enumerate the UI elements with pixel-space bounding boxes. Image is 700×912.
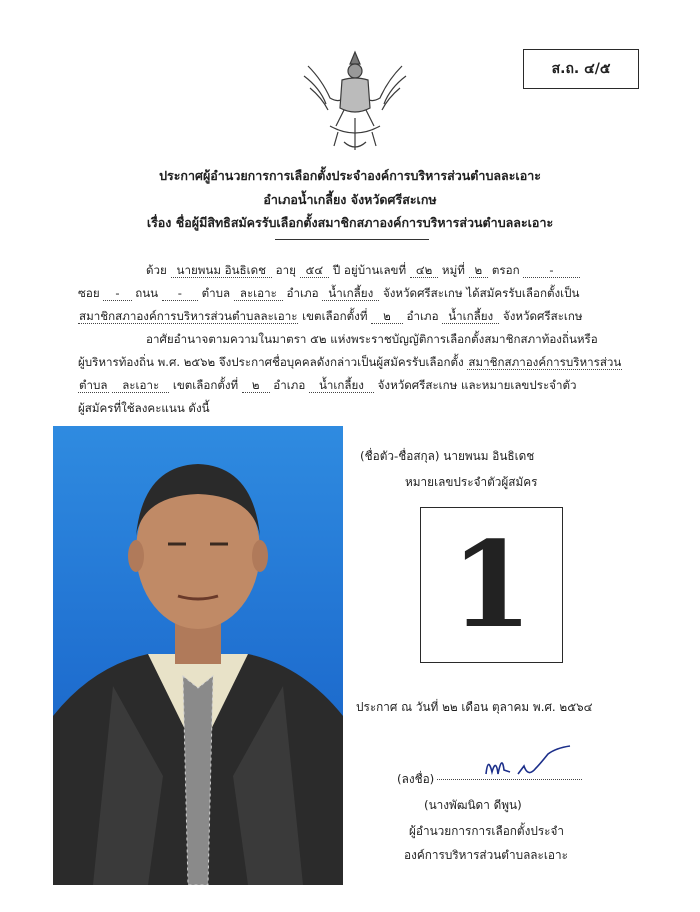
candidate-number: 1 [450, 515, 533, 654]
text: จังหวัดศรีสะเกษ ได้สมัครรับเลือกตั้งเป็น [382, 286, 580, 300]
text: ปี อยู่บ้านเลขที่ [332, 263, 407, 277]
candidate-name: นายพนม อินธิเดช [443, 449, 535, 463]
amphoe-field-3: น้ำเกลี้ยง [309, 378, 374, 393]
text: หมู่ที่ [441, 263, 465, 277]
handwritten-signature [478, 744, 578, 784]
text: เขตเลือกตั้งที่ [302, 309, 368, 323]
position-field: สมาชิกสภาองค์การบริหารส่วนตำบลละเอาะ [79, 309, 298, 323]
signer-title-2: องค์การบริหารส่วนตำบลละเอาะ [404, 848, 568, 862]
para1-line3 [78, 308, 638, 326]
text: ด้วย [146, 263, 167, 277]
candidate-name-line [360, 447, 534, 466]
signer-title-1: ผู้อำนวยการการเลือกตั้งประจำ [409, 824, 565, 838]
header-subject: เรื่อง ชื่อผู้มีสิทธิสมัครรับเลือกตั้งสมาชิกสภาองค์การบริหารส่วนตำบลละเอาะ [146, 215, 554, 230]
candidate-photo [53, 426, 343, 885]
text: จังหวัดศรีสะเกษ [502, 309, 583, 323]
text: ผู้บริหารท้องถิ่น พ.ศ. ๒๕๖๒ จึงประกาศชื่อบุคคลดังกล่าวเป็นผู้สมัครรับเลือกตั้ง [78, 355, 464, 369]
tambon-field: ละเอาะ [234, 286, 283, 301]
candidate-photo-illustration [53, 426, 343, 885]
signature-label: (ลงชื่อ) [397, 772, 435, 786]
zone-field: ๒ [371, 309, 403, 324]
text: อำเภอ [406, 309, 439, 323]
form-code-box [523, 49, 639, 89]
text: ประกาศ ณ วันที่ [356, 700, 439, 714]
signer-name: (นางพัฒนิดา ดีพูน) [424, 798, 522, 812]
header-line-2: อำเภอน้ำเกลี้ยง จังหวัดศรีสะเกษ [263, 192, 437, 207]
text: ตำบล [79, 378, 108, 392]
text: ตรอก [491, 263, 520, 277]
para2-line2 [78, 354, 638, 372]
text: ซอย [78, 286, 100, 300]
zone-field-2: ๒ [242, 378, 270, 393]
garuda-emblem [300, 46, 410, 156]
name-label: (ชื่อตัว-ชื่อสกุล) [360, 449, 440, 463]
announce-day: ๒๒ [442, 700, 458, 714]
para2-line3 [78, 377, 638, 395]
header-line-1: ประกาศผู้อำนวยการการเลือกตั้งประจำองค์การบริหารส่วนตำบลละเอาะ [159, 168, 541, 183]
header-divider [275, 239, 429, 240]
amphoe-field: น้ำเกลี้ยง [322, 286, 379, 301]
para2-line4: ผู้สมัครที่ใช้ลงคะแนน ดังนี้ [78, 401, 210, 415]
candidate-name-field: นายพนม อินธิเดช [171, 263, 272, 278]
form-code: ส.ถ. ๔/๕ [551, 61, 611, 77]
alley-field: - [523, 263, 579, 278]
para1-line2 [78, 285, 638, 303]
house-number-field: ๔๒ [410, 263, 438, 278]
age-field: ๕๔ [300, 263, 330, 278]
text: เดือน ตุลาคม พ.ศ. ๒๕๖๔ [461, 700, 593, 714]
soi-field: - [103, 286, 131, 301]
para2-line1: อาศัยอำนาจตามความในมาตรา ๕๒ แห่งพระราชบัญญัติการเลือกตั้งสมาชิกสภาท้องถิ่นหรือ [146, 332, 598, 346]
text: ถนน [135, 286, 159, 300]
position-type-field: สมาชิกสภาองค์การบริหารส่วน [468, 355, 622, 369]
number-label: หมายเลขประจำตัวผู้สมัคร [405, 475, 538, 489]
text: ตำบล [201, 286, 231, 300]
para1-line1 [146, 262, 646, 280]
road-field: - [162, 286, 198, 301]
text: เขตเลือกตั้งที่ [172, 378, 239, 392]
candidate-number-box [420, 507, 563, 663]
text: อายุ [275, 263, 296, 277]
text: อำเภอ [286, 286, 319, 300]
announce-date [356, 698, 593, 717]
tambon-field-2: ละเอาะ [112, 378, 169, 393]
moo-field: ๒ [469, 263, 489, 278]
text: อำเภอ [273, 378, 306, 392]
amphoe-field-2: น้ำเกลี้ยง [442, 309, 499, 324]
text: จังหวัดศรีสะเกษ และหมายเลขประจำตัว [377, 378, 577, 392]
